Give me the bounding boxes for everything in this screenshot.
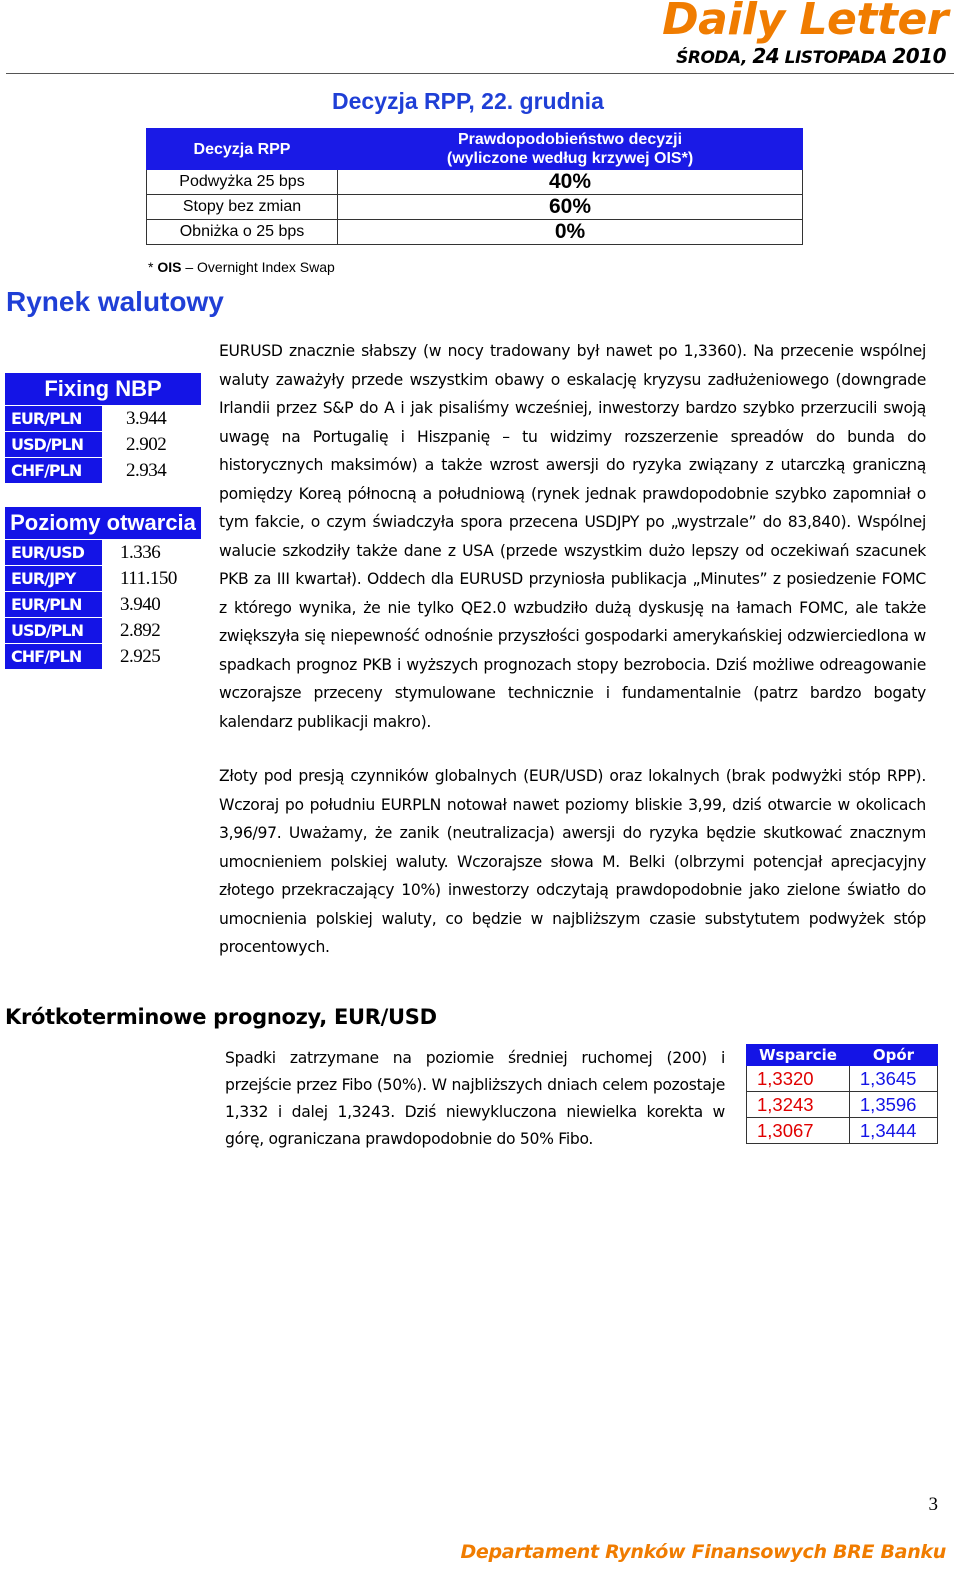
newsletter-title: Daily Letter	[662, 0, 948, 45]
decision-label: Obniżka o 25 bps	[147, 220, 338, 245]
decision-label: Stopy bez zmian	[147, 195, 338, 220]
table-row	[747, 1118, 938, 1144]
pair-label: USD/PLN	[11, 435, 83, 454]
pair-label: EUR/PLN	[11, 595, 82, 614]
table-row	[147, 220, 803, 245]
footnote-term: OIS	[157, 259, 182, 275]
resistance-level: 1,3645	[849, 1066, 937, 1092]
decision-table	[146, 128, 803, 245]
resistance-level: 1,3444	[849, 1118, 937, 1144]
date-month: LISTOPADA	[779, 48, 893, 68]
pair-label: CHF/PLN	[11, 461, 82, 480]
decision-probability: 40%	[338, 170, 803, 195]
decision-col-header: Decyzja RPP	[147, 129, 338, 170]
pair-label: EUR/USD	[11, 543, 84, 562]
section-heading-fx: Rynek walutowy	[6, 286, 224, 317]
decision-probability: 60%	[338, 195, 803, 220]
date-year: 2010	[892, 44, 946, 68]
opening-levels-title: Poziomy otwarcia	[10, 510, 196, 535]
list-item	[5, 405, 201, 431]
commentary-pln: Złoty pod presją czynników globalnych (EUR/USD) oraz lokalnych (brak podwyżki stóp RPP). Wczoraj po południu EURPLN notował nawet poziomy bliskie 3,99, dziś otwarcie w okolicach 3,96/97. Uważamy, że zanik (neutralizacja) awersji do ryzyka będzie skutkować znacznym umocnieniem polskiej waluty. Wczorajsze słowa M. Belki (olbrzymi potencjał aprecjacyjny złotego przekraczający 10%) inwestorzy odczytają prawdopodobnie jako zielone światło do umocnienia polskiej waluty, co będzie w najbliższym czasie substytutem podwyżek stóp procentowych.	[219, 767, 926, 956]
forecast-text: Spadki zatrzymane na poziomie średniej ruchomej (200) i przejście przez Fibo (50%). W najbliższych dniach celem pozostaje 1,332 i dalej 1,3243. Dziś niewykluczona niewielka korekta w górę, ograniczana prawdopodobnie do 50% Fibo.	[225, 1049, 725, 1148]
support-level: 1,3320	[747, 1066, 850, 1092]
pair-label: EUR/PLN	[11, 409, 82, 428]
date-day: 24	[752, 44, 780, 68]
list-item	[5, 457, 201, 483]
pair-value: 2.892	[102, 618, 201, 643]
pair-value: 111.150	[102, 566, 201, 591]
list-item	[5, 431, 201, 457]
support-level: 1,3067	[747, 1118, 850, 1144]
fixing-nbp-box	[5, 373, 201, 483]
date-prefix: ŚRODA,	[676, 48, 753, 68]
footer-department: Departament Rynków Finansowych BRE Banku	[460, 1541, 946, 1563]
page-number: 3	[928, 1494, 938, 1515]
commentary-eurusd: EURUSD znacznie słabszy (w nocy tradowany był nawet po 1,3360). Na przecenie wspólnej waluty zaważyły przede wszystkim obawy o eskalację kryzysu zadłużeniowego (downgrade Irlandii przez S&P do A i jak pisaliśmy wcześniej, inwestorzy bardzo szybko przerzucili swoją uwagę na Portugalię i Hiszpanię – tu widzimy rozszerzenie spreadów do bunda do historycznych maksimów) a także wzrost awersji do ryzyka związany z utarczką graniczną pomiędzy Koreą północną a południową (rynek jednak prawdopodobnie szybko zapomniał o tym fakcie, o czym świadczyła spora przecena USDJPY po „wystrzale” do 83,840). Wspólnej walucie szkodziły także dane z USA (przede wszystkim dużo lepszy od oczekiwań szacunek PKB za III kwartał). Oddech dla EURUSD przyniosła publikacja „Minutes” z posiedzenie FOMC z którego wynika, że nie tylko QE2.0 wzbudziło dużą dyskusję na łamach FOMC, ale także zwiększyła się niepewność odnośnie przyszłości gospodarki amerykańskiej odzwierciedlona w spadkach prognoz PKB i wyższych prognozach stopy bezrobocia. Dziś możliwe odreagowanie wczorajsze przeceny stymulowane technicznie i fundamentalnie (patrz bardzo bogaty kalendarz publikacji makro).	[219, 342, 926, 731]
pair-value: 2.934	[102, 458, 201, 483]
decision-label: Podwyżka 25 bps	[147, 170, 338, 195]
resistance-header: Opór	[849, 1045, 937, 1066]
probability-header-line2: (wyliczone według krzywej OIS*)	[446, 150, 694, 167]
support-resistance-table	[746, 1044, 938, 1144]
resistance-level: 1,3596	[849, 1092, 937, 1118]
header-divider	[6, 73, 954, 74]
list-item	[5, 565, 201, 591]
support-level: 1,3243	[747, 1092, 850, 1118]
pair-label: CHF/PLN	[11, 647, 82, 666]
list-item	[5, 539, 201, 565]
fixing-nbp-title: Fixing NBP	[44, 376, 162, 401]
probability-header-line1: Prawdopodobieństwo decyzji	[457, 131, 683, 148]
newsletter-date	[676, 44, 946, 68]
footnote-prefix: *	[148, 259, 158, 275]
sr-header-row	[747, 1045, 938, 1066]
support-header: Wsparcie	[747, 1045, 850, 1066]
opening-levels-box	[5, 507, 201, 669]
probability-col-header	[338, 129, 803, 170]
list-item	[5, 591, 201, 617]
table-row	[747, 1092, 938, 1118]
list-item	[5, 643, 201, 669]
pair-value: 1.336	[102, 540, 201, 565]
pair-label: USD/PLN	[11, 621, 83, 640]
list-item	[5, 617, 201, 643]
pair-value: 3.940	[102, 592, 201, 617]
decision-probability: 0%	[338, 220, 803, 245]
table-row	[147, 195, 803, 220]
ois-footnote	[148, 259, 335, 275]
pair-value: 2.925	[102, 644, 201, 669]
pair-label: EUR/JPY	[11, 569, 76, 588]
section-heading-forecast: Krótkoterminowe prognozy, EUR/USD	[5, 1005, 437, 1029]
decision-title: Decyzja RPP, 22. grudnia	[332, 88, 604, 114]
footnote-definition: – Overnight Index Swap	[181, 259, 335, 275]
decision-table-header	[147, 129, 803, 170]
table-row	[747, 1066, 938, 1092]
pair-value: 3.944	[102, 406, 201, 431]
table-row	[147, 170, 803, 195]
pair-value: 2.902	[102, 432, 201, 457]
